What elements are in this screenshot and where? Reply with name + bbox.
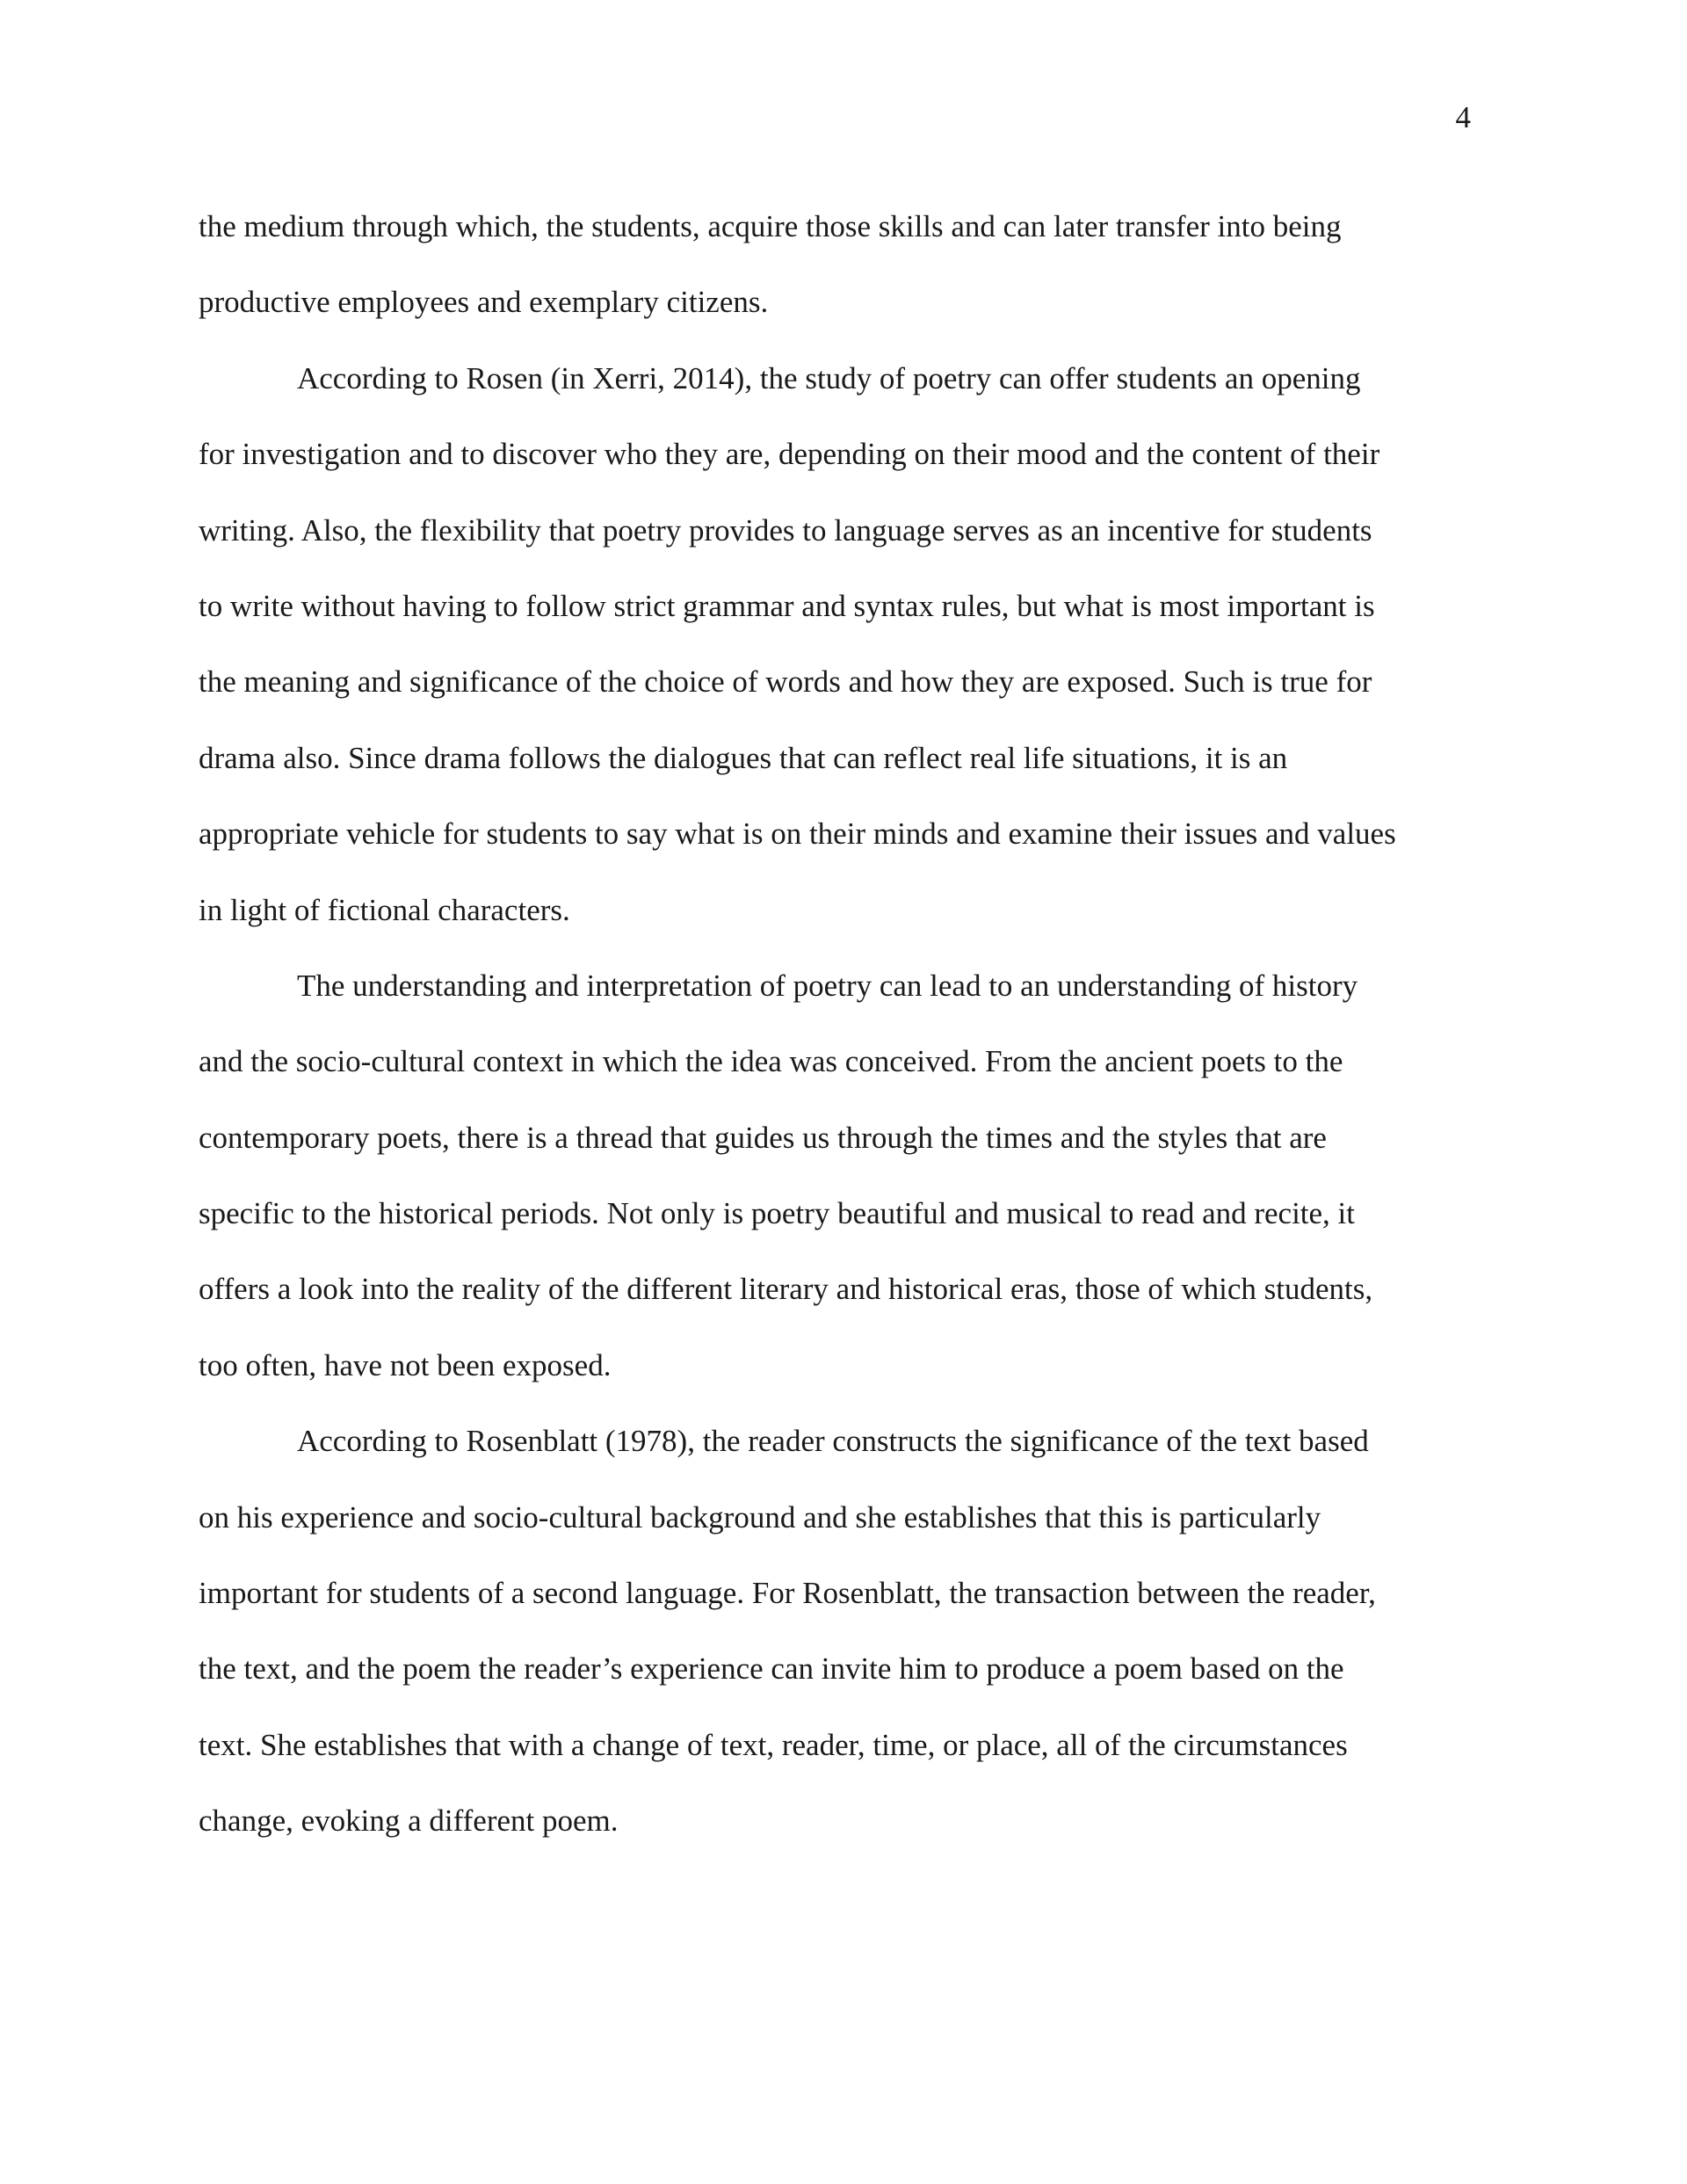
paragraph-3 <box>199 948 1490 1404</box>
text-line: productive employees and exemplary citizens. <box>199 285 769 320</box>
text-line: to write without having to follow strict grammar and syntax rules, but what is most important is <box>199 588 1375 623</box>
text-line: change, evoking a different poem. <box>199 1803 619 1839</box>
text-line: appropriate vehicle for students to say what is on their minds and examine their issues and values <box>199 816 1396 852</box>
text-line: specific to the historical periods. Not only is poetry beautiful and musical to read and recite, it <box>199 1196 1356 1231</box>
text-line: important for students of a second language. For Rosenblatt, the transaction between the reader, <box>199 1576 1376 1611</box>
paragraph-2 <box>199 341 1490 948</box>
paragraph-4 <box>199 1404 1490 1859</box>
text-line: on his experience and socio-cultural background and she establishes that this is particularly <box>199 1499 1321 1535</box>
text-line: in light of fictional characters. <box>199 892 570 927</box>
text-line: The understanding and interpretation of poetry can lead to an understanding of history <box>297 968 1358 1003</box>
text-line: and the socio-cultural context in which the idea was conceived. From the ancient poets to the <box>199 1044 1343 1079</box>
text-line: text. She establishes that with a change of text, reader, time, or place, all of the circumstances <box>199 1727 1348 1762</box>
text-line: the meaning and significance of the choice of words and how they are exposed. Such is true for <box>199 664 1372 700</box>
paragraph-1 <box>199 189 1490 341</box>
text-line: writing. Also, the flexibility that poetry provides to language serves as an incentive for students <box>199 512 1372 548</box>
text-line: for investigation and to discover who they are, depending on their mood and the content of their <box>199 437 1380 472</box>
text-line: offers a look into the reality of the different literary and historical eras, those of which students, <box>199 1272 1373 1307</box>
text-line: the text, and the poem the reader’s experience can invite him to produce a poem based on the <box>199 1651 1344 1687</box>
text-line: the medium through which, the students, acquire those skills and can later transfer into being <box>199 209 1342 243</box>
text-line: drama also. Since drama follows the dialogues that can reflect real life situations, it is an <box>199 740 1288 775</box>
document-body <box>199 189 1490 1860</box>
page-number: 4 <box>1455 100 1471 134</box>
text-line: According to Rosenblatt (1978), the reader constructs the significance of the text based <box>297 1424 1369 1459</box>
text-line: According to Rosen (in Xerri, 2014), the study of poetry can offer students an opening <box>297 360 1361 395</box>
text-line: too often, have not been exposed. <box>199 1347 612 1382</box>
text-line: contemporary poets, there is a thread that guides us through the times and the styles that are <box>199 1120 1327 1155</box>
